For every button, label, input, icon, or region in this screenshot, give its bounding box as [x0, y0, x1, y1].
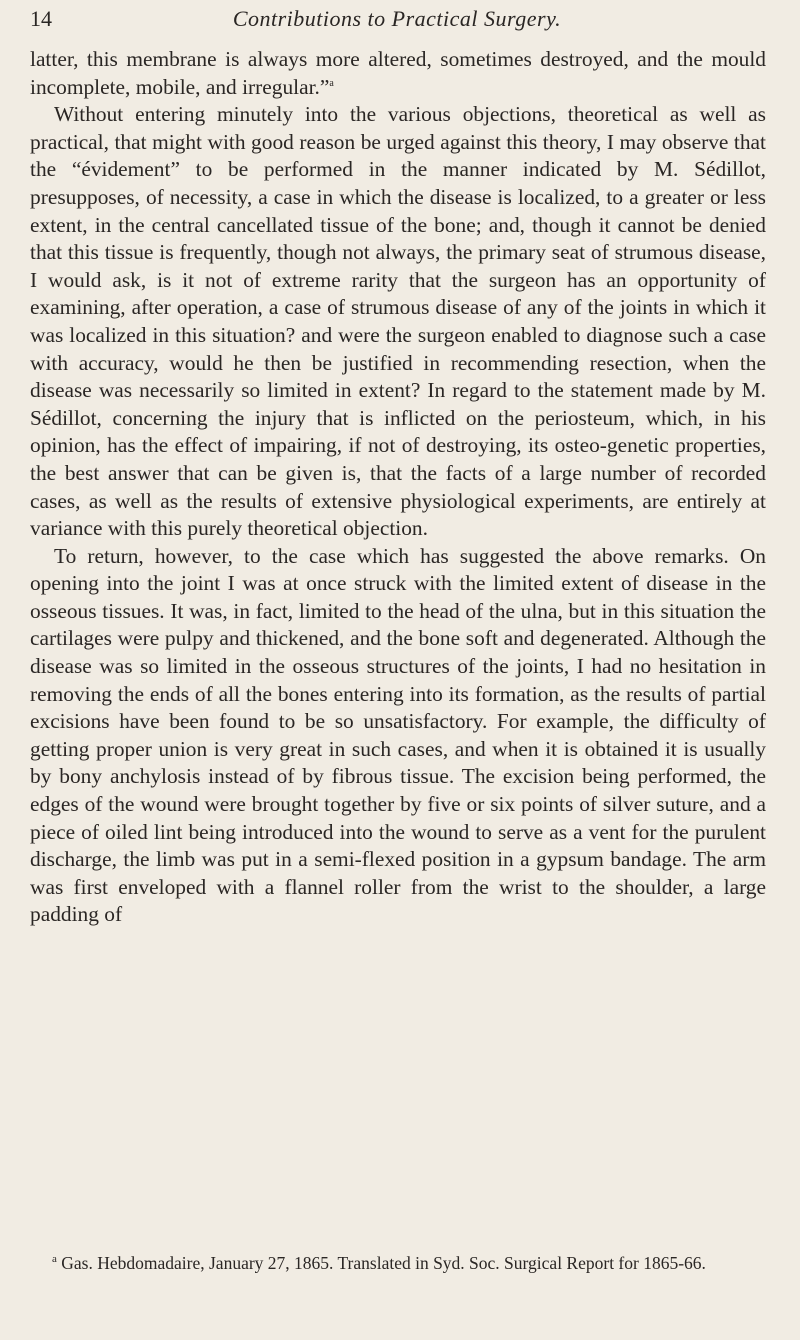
footnote	[30, 1251, 766, 1275]
footnote-text: Gas. Hebdomadaire, January 27, 1865. Translated in Syd. Soc. Surgical Report for 1865-66.	[61, 1253, 706, 1273]
page-number: 14	[30, 6, 52, 31]
paragraph-text: latter, this membrane is always more altered, sometimes destroyed, and the mould incomplete, mobile, and irregular.”	[30, 47, 766, 99]
paragraph-objections: Without entering minutely into the various objections, theoretical as well as practical, that might with good reason be urged against this theory, I may observe that the “évidement” to be performed in the manner indicated by M. Sédillot, presupposes, of necessity, a case in which the disease is localized, to a greater or less extent, in the central cancellated tissue of the bone; and, though it cannot be denied that this tissue is frequently, though not always, the primary seat of strumous disease, I would ask, is it not of extreme rarity that the surgeon has an opportunity of examining, after operation, a case of strumous disease of any of the joints in which it was localized in this situation? and were the surgeon enabled to diagnose such a case with accuracy, would he then be justified in recommending resection, when the disease was necessarily so limited in extent? In regard to the statement made by M. Sédillot, concerning the injury that is inflicted on the periosteum, which, in his opinion, has the effect of impairing, if not of destroying, its osteo-genetic properties, the best answer that can be given is, that the facts of a large number of recorded cases, as well as the results of extensive physiological experiments, are entirely at variance with this purely theoretical objection.	[30, 102, 766, 541]
paragraph-case-return: To return, however, to the case which has suggested the above remarks. On opening into the joint I was at once struck with the limited extent of disease in the osseous tissues. It was, in fact, limited to the head of the ulna, but in this situation the cartilages were pulpy and thickened, and the bone soft and degenerated. Although the disease was so limited in the osseous structures of the joints, I had no hesitation in removing the ends of all the bones entering into its formation, as the results of partial excisions have been found to be so unsatisfactory. For example, the difficulty of getting proper union is very great in such cases, and when it is obtained it is usually by bony anchylosis instead of by fibrous tissue. The excision being performed, the edges of the wound were brought together by five or six points of silver suture, and a piece of oiled lint being introduced into the wound to serve as a vent for the purulent discharge, the limb was put in a semi-flexed position in a gypsum bandage. The arm was first enveloped with a flannel roller from the wrist to the shoulder, a large padding of	[30, 543, 766, 927]
footnote-reference: a	[329, 77, 334, 89]
running-head: Contributions to Practical Surgery.	[232, 6, 562, 31]
body-text	[30, 46, 766, 929]
paragraph-continuation	[30, 46, 766, 101]
footnote-marker: a	[52, 1253, 57, 1266]
page-header	[30, 6, 764, 40]
